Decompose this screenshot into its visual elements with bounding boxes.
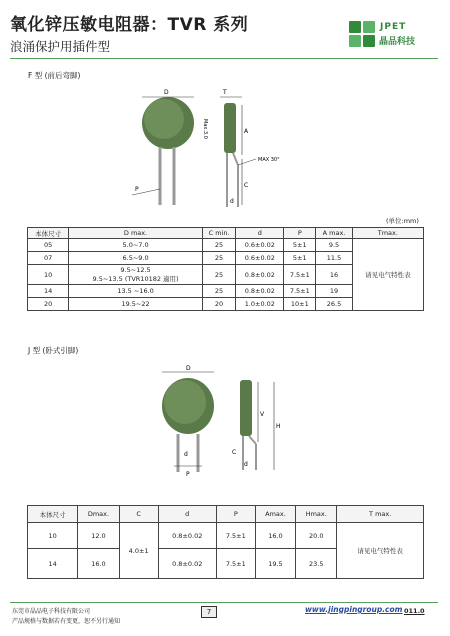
page-number: 7 bbox=[201, 606, 217, 618]
svg-text:d: d bbox=[230, 198, 234, 205]
table-row: 14 16.0 0.8±0.02 7.5±1 19.5 23.5 bbox=[28, 549, 424, 579]
table-header: P bbox=[216, 506, 255, 523]
unit-label: (单位:mm) bbox=[386, 217, 419, 225]
svg-text:H: H bbox=[276, 423, 281, 430]
page-subtitle: 浪涌保护用插件型 bbox=[10, 39, 111, 54]
j-type-diagram bbox=[150, 362, 300, 482]
svg-text:A: A bbox=[244, 128, 249, 135]
svg-text:d: d bbox=[184, 451, 188, 458]
logo-cn-text: 晶品科技 bbox=[379, 37, 416, 47]
table-header: D max. bbox=[69, 228, 202, 239]
svg-text:P: P bbox=[186, 471, 190, 478]
table-header: Dmax. bbox=[78, 506, 119, 523]
table-header: Tmax. bbox=[352, 228, 423, 239]
table-header: C min. bbox=[202, 228, 236, 239]
section-f-label: F 型 (前后弯脚) bbox=[28, 71, 81, 80]
f-spec-table bbox=[27, 227, 424, 311]
table-header: P bbox=[284, 228, 316, 239]
table-header: T max. bbox=[337, 506, 424, 523]
table-header: 本体尺寸 bbox=[28, 228, 69, 239]
svg-text:C: C bbox=[244, 182, 249, 189]
table-row: 10 12.0 4.0±1 0.8±0.02 7.5±1 16.0 20.0 请见电气特性表 bbox=[28, 523, 424, 549]
svg-text:C: C bbox=[232, 449, 237, 456]
header-divider bbox=[10, 58, 438, 59]
svg-text:T: T bbox=[223, 89, 227, 96]
table-header: d bbox=[236, 228, 284, 239]
svg-text:D: D bbox=[186, 365, 191, 372]
dim-d-label: D bbox=[164, 89, 169, 96]
j-spec-table bbox=[27, 505, 424, 579]
page-title: 氧化锌压敏电阻器：TVR 系列 bbox=[10, 15, 249, 35]
table-row: 10 9.5~12.5 9.5~13.5 (TVR10182 適用) 25 0.8±0.02 7.5±1 16 bbox=[28, 265, 424, 285]
svg-text:P: P bbox=[135, 186, 139, 193]
svg-text:V: V bbox=[260, 411, 265, 418]
table-row: 14 13.5 ~16.0 25 0.8±0.02 7.5±1 19 bbox=[28, 285, 424, 298]
logo-text: JPET bbox=[380, 22, 407, 32]
footer-divider bbox=[10, 602, 438, 603]
table-row: 07 6.5~9.0 25 0.6±0.02 5±1 11.5 bbox=[28, 252, 424, 265]
svg-text:Max.3.0: Max.3.0 bbox=[202, 119, 208, 139]
table-header: 本体尺寸 bbox=[28, 506, 78, 523]
c-value: 4.0±1 bbox=[119, 523, 158, 579]
table-row: 05 5.0~7.0 25 0.6±0.02 5±1 9.5 请见电气特性表 bbox=[28, 239, 424, 252]
tmax-note: 请见电气特性表 bbox=[352, 239, 423, 311]
section-j-label: J 型 (卧式引脚) bbox=[28, 346, 79, 355]
website-link[interactable]: www.jingpingroup.com bbox=[305, 605, 403, 614]
footer-note: 产品规格与数据若有变更，恕不另行通知 bbox=[12, 618, 121, 625]
f-type-diagram bbox=[120, 85, 320, 215]
version-label: 011.0 bbox=[404, 607, 425, 615]
table-header: Hmax. bbox=[296, 506, 337, 523]
table-header: Amax. bbox=[255, 506, 295, 523]
svg-text:d: d bbox=[244, 461, 248, 468]
table-header: C bbox=[119, 506, 158, 523]
table-row: 20 19.5~22 20 1.0±0.02 10±1 26.5 bbox=[28, 298, 424, 311]
svg-text:MAX 30°: MAX 30° bbox=[258, 157, 280, 163]
footer-company: 东莞市晶品电子科技有限公司 bbox=[12, 608, 91, 615]
table-header: d bbox=[158, 506, 216, 523]
tmax-note: 请见电气特性表 bbox=[337, 523, 424, 579]
table-header: A max. bbox=[316, 228, 352, 239]
